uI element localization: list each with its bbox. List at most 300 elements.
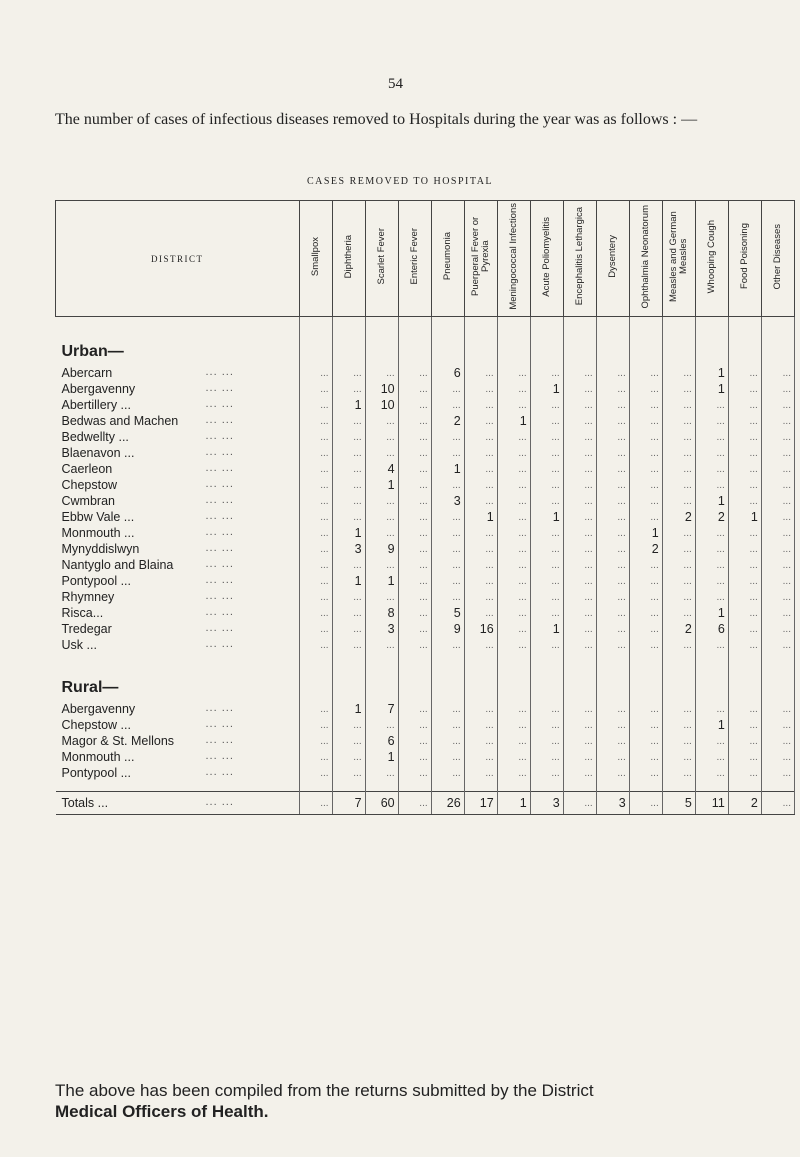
case-count-cell: ... bbox=[596, 445, 629, 461]
case-count-cell: ... bbox=[530, 525, 563, 541]
case-count-cell: ... bbox=[398, 621, 431, 637]
case-count-cell: ... bbox=[761, 605, 794, 621]
table-row bbox=[56, 589, 795, 605]
case-count-cell: ... bbox=[662, 365, 695, 381]
case-count-cell: ... bbox=[761, 381, 794, 397]
case-count-cell: ... bbox=[332, 605, 365, 621]
column-header-label: Pneumonia bbox=[441, 232, 453, 281]
case-count-cell: ... bbox=[761, 589, 794, 605]
case-count-cell: ... bbox=[299, 701, 332, 717]
column-header bbox=[398, 201, 431, 317]
district-name-cell bbox=[56, 397, 300, 413]
case-count-cell: ... bbox=[365, 765, 398, 781]
case-count-cell: ... bbox=[629, 557, 662, 573]
column-header bbox=[497, 201, 530, 317]
district-name-cell bbox=[56, 637, 300, 653]
case-count-cell: ... bbox=[299, 413, 332, 429]
case-count-cell: 1 bbox=[332, 525, 365, 541]
case-count-cell: ... bbox=[629, 365, 662, 381]
footnote bbox=[55, 1080, 785, 1122]
case-count-cell: ... bbox=[332, 493, 365, 509]
case-count-cell: ... bbox=[464, 429, 497, 445]
case-count-cell: ... bbox=[497, 365, 530, 381]
case-count-cell: ... bbox=[497, 445, 530, 461]
district-column-header: DISTRICT bbox=[56, 201, 300, 317]
case-count-cell: ... bbox=[563, 792, 596, 815]
table-row bbox=[56, 413, 795, 429]
case-count-cell: ... bbox=[431, 637, 464, 653]
case-count-cell: ... bbox=[530, 413, 563, 429]
case-count-cell: ... bbox=[728, 765, 761, 781]
case-count-cell: ... bbox=[332, 733, 365, 749]
district-name: Tredegar bbox=[61, 622, 112, 636]
case-count-cell: ... bbox=[662, 381, 695, 397]
name-leader-dots: ... ... bbox=[205, 398, 234, 410]
case-count-cell: ... bbox=[629, 461, 662, 477]
district-name: Risca... bbox=[61, 606, 104, 620]
column-header-label: Other Diseases bbox=[771, 223, 783, 290]
case-count-cell: ... bbox=[563, 717, 596, 733]
case-count-cell: ... bbox=[596, 429, 629, 445]
case-count-cell: ... bbox=[563, 733, 596, 749]
case-count-cell: ... bbox=[464, 605, 497, 621]
case-count-cell: ... bbox=[365, 557, 398, 573]
case-count-cell: ... bbox=[530, 397, 563, 413]
case-count-cell: ... bbox=[728, 445, 761, 461]
case-count-cell: ... bbox=[398, 557, 431, 573]
name-leader-dots: ... ... bbox=[205, 558, 234, 570]
case-count-cell: ... bbox=[497, 397, 530, 413]
case-count-cell: ... bbox=[761, 525, 794, 541]
case-count-cell: ... bbox=[332, 477, 365, 493]
case-count-cell: ... bbox=[662, 765, 695, 781]
case-count-cell: ... bbox=[596, 589, 629, 605]
case-count-cell: ... bbox=[662, 637, 695, 653]
case-count-cell: 2 bbox=[662, 621, 695, 637]
case-count-cell: ... bbox=[761, 477, 794, 493]
case-count-cell: ... bbox=[563, 381, 596, 397]
case-count-cell: ... bbox=[728, 749, 761, 765]
table-caption: CASES REMOVED TO HOSPITAL bbox=[306, 176, 494, 187]
name-leader-dots: ... ... bbox=[205, 638, 234, 650]
district-name: Mynyddislwyn bbox=[61, 542, 140, 556]
case-count-cell: ... bbox=[563, 493, 596, 509]
case-count-cell: ... bbox=[662, 397, 695, 413]
case-count-cell: ... bbox=[596, 605, 629, 621]
case-count-cell: ... bbox=[299, 493, 332, 509]
case-count-cell: 1 bbox=[365, 749, 398, 765]
column-header bbox=[530, 201, 563, 317]
column-header-label: Encephalitis Lethargica bbox=[573, 207, 585, 306]
case-count-cell: ... bbox=[530, 573, 563, 589]
case-count-cell: ... bbox=[596, 413, 629, 429]
case-count-cell: ... bbox=[398, 701, 431, 717]
case-count-cell: ... bbox=[464, 397, 497, 413]
table-row bbox=[56, 605, 795, 621]
case-count-cell: 1 bbox=[530, 381, 563, 397]
case-count-cell: 8 bbox=[365, 605, 398, 621]
case-count-cell: ... bbox=[464, 445, 497, 461]
case-count-cell: ... bbox=[464, 749, 497, 765]
case-count-cell: ... bbox=[728, 429, 761, 445]
case-count-cell: ... bbox=[497, 589, 530, 605]
case-count-cell: ... bbox=[629, 429, 662, 445]
case-count-cell: ... bbox=[464, 413, 497, 429]
column-header bbox=[728, 201, 761, 317]
case-count-cell: ... bbox=[497, 557, 530, 573]
case-count-cell: 16 bbox=[464, 621, 497, 637]
district-name-cell bbox=[56, 701, 300, 717]
table-row bbox=[56, 477, 795, 493]
case-count-cell: ... bbox=[299, 509, 332, 525]
case-count-cell: ... bbox=[761, 493, 794, 509]
case-count-cell: 2 bbox=[695, 509, 728, 525]
case-count-cell: 1 bbox=[695, 365, 728, 381]
case-count-cell: ... bbox=[299, 637, 332, 653]
case-count-cell: ... bbox=[431, 573, 464, 589]
case-count-cell: ... bbox=[761, 792, 794, 815]
table-row bbox=[56, 621, 795, 637]
table-row bbox=[56, 717, 795, 733]
case-count-cell: ... bbox=[332, 621, 365, 637]
case-count-cell: ... bbox=[497, 509, 530, 525]
case-count-cell: ... bbox=[629, 445, 662, 461]
totals-row bbox=[56, 792, 795, 815]
blank-cell bbox=[332, 317, 365, 366]
case-count-cell: ... bbox=[299, 381, 332, 397]
case-count-cell: ... bbox=[332, 717, 365, 733]
district-name-cell bbox=[56, 461, 300, 477]
case-count-cell: 1 bbox=[695, 381, 728, 397]
case-count-cell: ... bbox=[563, 765, 596, 781]
district-name: Ebbw Vale ... bbox=[61, 510, 135, 524]
case-count-cell: ... bbox=[398, 413, 431, 429]
case-count-cell: ... bbox=[398, 381, 431, 397]
case-count-cell: 5 bbox=[662, 792, 695, 815]
district-name-cell bbox=[56, 365, 300, 381]
case-count-cell: 3 bbox=[530, 792, 563, 815]
district-name-cell bbox=[56, 429, 300, 445]
case-count-cell: ... bbox=[365, 509, 398, 525]
case-count-cell: ... bbox=[398, 589, 431, 605]
table-row bbox=[56, 701, 795, 717]
case-count-cell: ... bbox=[398, 541, 431, 557]
column-header bbox=[431, 201, 464, 317]
case-count-cell: ... bbox=[530, 461, 563, 477]
case-count-cell: ... bbox=[365, 445, 398, 461]
name-leader-dots: ... ... bbox=[205, 622, 234, 634]
table-row bbox=[56, 381, 795, 397]
blank-cell bbox=[299, 781, 332, 792]
case-count-cell: ... bbox=[365, 493, 398, 509]
case-count-cell: ... bbox=[464, 733, 497, 749]
table-row bbox=[56, 429, 795, 445]
section-heading-row bbox=[56, 653, 795, 701]
case-count-cell: ... bbox=[431, 477, 464, 493]
case-count-cell: 1 bbox=[431, 461, 464, 477]
case-count-cell: ... bbox=[761, 365, 794, 381]
case-count-cell: ... bbox=[596, 397, 629, 413]
case-count-cell: ... bbox=[431, 397, 464, 413]
case-count-cell: ... bbox=[662, 493, 695, 509]
case-count-cell: ... bbox=[332, 749, 365, 765]
case-count-cell: ... bbox=[398, 792, 431, 815]
case-count-cell: ... bbox=[530, 429, 563, 445]
case-count-cell: 1 bbox=[695, 717, 728, 733]
district-name-cell bbox=[56, 381, 300, 397]
blank-cell bbox=[464, 781, 497, 792]
case-count-cell: ... bbox=[728, 381, 761, 397]
case-count-cell: ... bbox=[728, 541, 761, 557]
case-count-cell: ... bbox=[596, 637, 629, 653]
case-count-cell: ... bbox=[563, 605, 596, 621]
case-count-cell: 5 bbox=[431, 605, 464, 621]
case-count-cell: ... bbox=[695, 413, 728, 429]
case-count-cell: ... bbox=[563, 397, 596, 413]
table-row bbox=[56, 461, 795, 477]
case-count-cell: ... bbox=[695, 445, 728, 461]
district-name: Totals ... bbox=[61, 796, 109, 810]
case-count-cell: ... bbox=[464, 493, 497, 509]
district-name-cell bbox=[56, 792, 300, 815]
case-count-cell: ... bbox=[365, 717, 398, 733]
case-count-cell: ... bbox=[497, 541, 530, 557]
table-row bbox=[56, 365, 795, 381]
case-count-cell: ... bbox=[332, 509, 365, 525]
case-count-cell: 2 bbox=[728, 792, 761, 815]
case-count-cell: ... bbox=[695, 765, 728, 781]
district-name: Pontypool ... bbox=[61, 574, 131, 588]
case-count-cell: ... bbox=[497, 765, 530, 781]
case-count-cell: ... bbox=[332, 589, 365, 605]
district-name-cell bbox=[56, 477, 300, 493]
case-count-cell: ... bbox=[761, 573, 794, 589]
case-count-cell: ... bbox=[530, 717, 563, 733]
case-count-cell: ... bbox=[398, 477, 431, 493]
case-count-cell: ... bbox=[728, 605, 761, 621]
case-count-cell: ... bbox=[464, 461, 497, 477]
case-count-cell: ... bbox=[629, 573, 662, 589]
case-count-cell: ... bbox=[695, 477, 728, 493]
district-name-cell bbox=[56, 573, 300, 589]
district-name: Abergavenny bbox=[61, 702, 136, 716]
column-header bbox=[365, 201, 398, 317]
case-count-cell: ... bbox=[563, 749, 596, 765]
column-header bbox=[563, 201, 596, 317]
case-count-cell: ... bbox=[299, 749, 332, 765]
name-leader-dots: ... ... bbox=[205, 526, 234, 538]
district-name-cell bbox=[56, 525, 300, 541]
district-name-cell bbox=[56, 765, 300, 781]
name-leader-dots: ... ... bbox=[205, 446, 234, 458]
case-count-cell: 3 bbox=[431, 493, 464, 509]
case-count-cell: 1 bbox=[332, 701, 365, 717]
hospital-cases-table-wrap bbox=[55, 200, 795, 815]
case-count-cell: ... bbox=[761, 429, 794, 445]
case-count-cell: ... bbox=[596, 365, 629, 381]
case-count-cell: ... bbox=[398, 509, 431, 525]
case-count-cell: ... bbox=[728, 365, 761, 381]
case-count-cell: ... bbox=[464, 765, 497, 781]
case-count-cell: ... bbox=[596, 461, 629, 477]
case-count-cell: ... bbox=[563, 509, 596, 525]
case-count-cell: 1 bbox=[365, 477, 398, 493]
column-header-label: Whooping Cough bbox=[705, 219, 717, 294]
column-header-label: Ophthalmia Neonatorum bbox=[639, 204, 651, 309]
case-count-cell: 10 bbox=[365, 381, 398, 397]
case-count-cell: ... bbox=[563, 365, 596, 381]
case-count-cell: ... bbox=[563, 413, 596, 429]
case-count-cell: ... bbox=[431, 429, 464, 445]
case-count-cell: ... bbox=[431, 541, 464, 557]
case-count-cell: ... bbox=[497, 525, 530, 541]
district-name-cell bbox=[56, 717, 300, 733]
case-count-cell: ... bbox=[431, 701, 464, 717]
case-count-cell: ... bbox=[497, 477, 530, 493]
case-count-cell: ... bbox=[530, 637, 563, 653]
case-count-cell: ... bbox=[596, 509, 629, 525]
case-count-cell: ... bbox=[299, 557, 332, 573]
case-count-cell: ... bbox=[695, 541, 728, 557]
case-count-cell: ... bbox=[431, 509, 464, 525]
table-row bbox=[56, 493, 795, 509]
column-header-label: Dysentery bbox=[606, 235, 618, 278]
case-count-cell: ... bbox=[497, 733, 530, 749]
case-count-cell: ... bbox=[629, 605, 662, 621]
case-count-cell: ... bbox=[299, 792, 332, 815]
case-count-cell: ... bbox=[299, 765, 332, 781]
case-count-cell: ... bbox=[662, 429, 695, 445]
column-header bbox=[596, 201, 629, 317]
column-header bbox=[299, 201, 332, 317]
case-count-cell: ... bbox=[299, 461, 332, 477]
case-count-cell: ... bbox=[728, 477, 761, 493]
case-count-cell: 3 bbox=[365, 621, 398, 637]
case-count-cell: ... bbox=[365, 365, 398, 381]
column-header bbox=[662, 201, 695, 317]
district-name-cell bbox=[56, 509, 300, 525]
table-row bbox=[56, 541, 795, 557]
blank-cell bbox=[398, 317, 431, 366]
case-count-cell: ... bbox=[728, 557, 761, 573]
case-count-cell: ... bbox=[563, 557, 596, 573]
case-count-cell: ... bbox=[629, 749, 662, 765]
column-header-label: Enteric Fever bbox=[408, 228, 420, 285]
blank-cell bbox=[563, 317, 596, 366]
district-name-cell bbox=[56, 493, 300, 509]
case-count-cell: ... bbox=[695, 589, 728, 605]
name-leader-dots: ... ... bbox=[205, 750, 234, 762]
case-count-cell: ... bbox=[398, 765, 431, 781]
table-row bbox=[56, 397, 795, 413]
blank-cell bbox=[464, 653, 497, 701]
case-count-cell: ... bbox=[761, 701, 794, 717]
case-count-cell: ... bbox=[695, 701, 728, 717]
case-count-cell: ... bbox=[563, 461, 596, 477]
case-count-cell: ... bbox=[464, 381, 497, 397]
case-count-cell: ... bbox=[662, 413, 695, 429]
case-count-cell: ... bbox=[497, 429, 530, 445]
case-count-cell: ... bbox=[728, 717, 761, 733]
case-count-cell: ... bbox=[563, 637, 596, 653]
name-leader-dots: ... ... bbox=[205, 796, 234, 808]
case-count-cell: ... bbox=[497, 461, 530, 477]
case-count-cell: ... bbox=[728, 413, 761, 429]
name-leader-dots: ... ... bbox=[205, 494, 234, 506]
district-name-cell bbox=[56, 557, 300, 573]
case-count-cell: ... bbox=[431, 381, 464, 397]
hospital-cases-table bbox=[55, 200, 795, 815]
case-count-cell: ... bbox=[596, 701, 629, 717]
blank-cell bbox=[497, 317, 530, 366]
case-count-cell: ... bbox=[728, 637, 761, 653]
case-count-cell: ... bbox=[464, 701, 497, 717]
name-leader-dots: ... ... bbox=[205, 574, 234, 586]
case-count-cell: 6 bbox=[695, 621, 728, 637]
case-count-cell: 6 bbox=[431, 365, 464, 381]
case-count-cell: ... bbox=[695, 749, 728, 765]
district-name-cell bbox=[56, 541, 300, 557]
case-count-cell: ... bbox=[497, 381, 530, 397]
blank-cell bbox=[629, 317, 662, 366]
case-count-cell: ... bbox=[332, 413, 365, 429]
blank-cell bbox=[629, 781, 662, 792]
blank-cell bbox=[365, 781, 398, 792]
blank-cell bbox=[530, 781, 563, 792]
case-count-cell: ... bbox=[662, 605, 695, 621]
case-count-cell: ... bbox=[563, 701, 596, 717]
table-row bbox=[56, 749, 795, 765]
spacer-row bbox=[56, 781, 795, 792]
blank-cell bbox=[695, 781, 728, 792]
district-name: Monmouth ... bbox=[61, 750, 135, 764]
case-count-cell: ... bbox=[695, 397, 728, 413]
case-count-cell: 60 bbox=[365, 792, 398, 815]
table-row bbox=[56, 637, 795, 653]
case-count-cell: ... bbox=[332, 765, 365, 781]
name-leader-dots: ... ... bbox=[205, 606, 234, 618]
case-count-cell: ... bbox=[596, 621, 629, 637]
blank-cell bbox=[299, 317, 332, 366]
case-count-cell: 17 bbox=[464, 792, 497, 815]
case-count-cell: ... bbox=[299, 429, 332, 445]
case-count-cell: ... bbox=[761, 717, 794, 733]
case-count-cell: ... bbox=[398, 525, 431, 541]
case-count-cell: 1 bbox=[497, 413, 530, 429]
district-name: Rhymney bbox=[61, 590, 115, 604]
district-name: Blaenavon ... bbox=[61, 446, 135, 460]
case-count-cell: ... bbox=[398, 749, 431, 765]
case-count-cell: ... bbox=[695, 525, 728, 541]
case-count-cell: ... bbox=[398, 397, 431, 413]
case-count-cell: ... bbox=[299, 589, 332, 605]
case-count-cell: ... bbox=[299, 605, 332, 621]
case-count-cell: ... bbox=[530, 541, 563, 557]
case-count-cell: ... bbox=[596, 749, 629, 765]
case-count-cell: 7 bbox=[332, 792, 365, 815]
case-count-cell: ... bbox=[398, 637, 431, 653]
case-count-cell: ... bbox=[497, 749, 530, 765]
blank-cell bbox=[464, 317, 497, 366]
blank-cell bbox=[695, 653, 728, 701]
district-name: Bedwellty ... bbox=[61, 430, 129, 444]
blank-cell bbox=[431, 781, 464, 792]
case-count-cell: ... bbox=[563, 525, 596, 541]
case-count-cell: ... bbox=[596, 717, 629, 733]
case-count-cell: ... bbox=[332, 445, 365, 461]
table-row bbox=[56, 445, 795, 461]
footnote-text: The above has been compiled from the returns submitted by the District bbox=[55, 1081, 594, 1100]
